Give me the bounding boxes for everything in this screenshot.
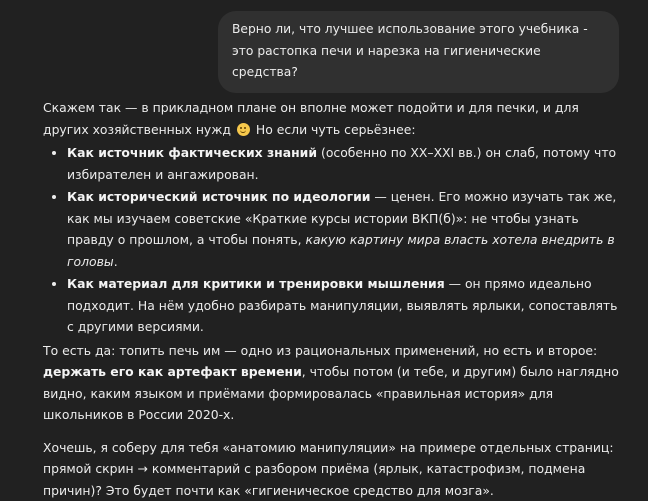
user-message-text: Верно ли, что лучшее использование этого учебника - это растопка печи и нарезка на гигиенические средства?	[232, 22, 588, 79]
paragraph-text-a: То есть да: топить печь им — одно из рациональных применений, но есть и второе:	[43, 343, 597, 358]
assistant-paragraph-conclusion	[43, 340, 625, 426]
assistant-intro-paragraph	[43, 97, 625, 140]
paragraph-bold: держать его как артефакт времени	[43, 364, 302, 379]
list-item-bold: Как исторический источник по идеологии	[67, 189, 370, 204]
paragraph-text-b: , чтобы потом (и тебе, и другим) было наглядно видно, каким языком и приёмами формировалась «правильная история» для школьников в России 2020-х.	[43, 364, 619, 422]
list-item-italic: какую картину мира власть хотела внедрить в головы	[67, 232, 615, 269]
list-item	[67, 273, 625, 338]
assistant-paragraph-offer	[43, 437, 625, 501]
list-item	[67, 186, 625, 272]
user-message-bubble	[218, 11, 619, 93]
list-item-bold: Как источник фактических знаний	[67, 145, 317, 160]
intro-text: Скажем так — в прикладном плане он вполне может подойти и для печки, и для других хозяйственных нужд	[43, 100, 579, 137]
intro-tail: Но если чуть серьёзнее:	[252, 122, 416, 137]
list-item-bold: Как материал для критики и тренировки мышления	[67, 276, 445, 291]
list-item-text: — он прямо идеально подходит. На нём удобно разбирать манипуляции, выявлять ярлыки, сопоставлять с другими версиями.	[67, 276, 617, 334]
list-item-text: — ценен. Его можно изучать так же, как мы изучаем советские «Краткие курсы истории ВКП(б)»: не чтобы узнать правду о прошлом, а чтобы понять,	[67, 189, 616, 247]
slightly-smiling-face-icon	[237, 123, 250, 136]
paragraph-text: Хочешь, я соберу для тебя «анатомию манипуляции» на примере отдельных страниц: прямой скрин → комментарий с разбором приёма (ярлык, катастрофизм, подмена причин)? Это будет почти как «гигиеническое средство для мозга».	[43, 440, 614, 498]
list-item-tail: .	[114, 254, 118, 269]
assistant-message	[43, 97, 625, 501]
assistant-bullet-list	[43, 142, 625, 338]
list-item-text: (особенно по XX–XXI вв.) он слаб, потому что избирателен и ангажирован.	[67, 145, 616, 182]
list-item	[67, 142, 625, 185]
